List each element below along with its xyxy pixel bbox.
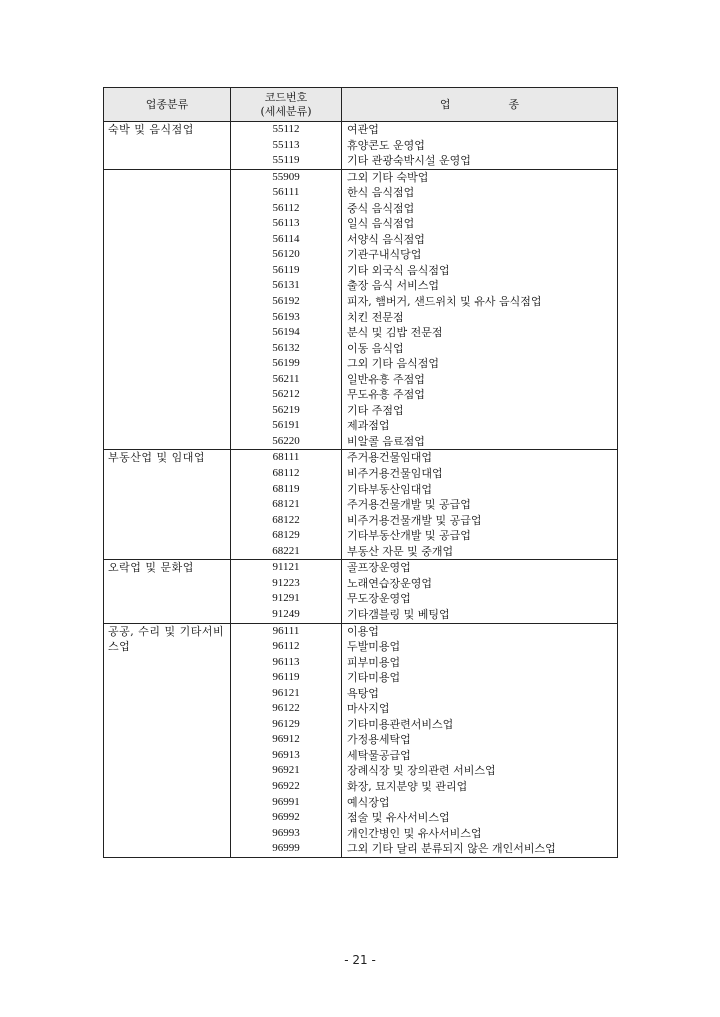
table-group-row: [104, 169, 618, 450]
header-category: [104, 88, 231, 122]
industry-name: 치킨 전문점: [347, 310, 404, 324]
code-value: 56131: [272, 279, 300, 292]
industry-name: 중식 음식점업: [347, 201, 415, 215]
header-code: [231, 88, 342, 122]
code-value: 96121: [272, 686, 300, 699]
industry-name: 여관업: [347, 123, 379, 136]
header-code-line1: 코드번호: [264, 90, 308, 104]
code-value: 56112: [272, 201, 300, 214]
industry-name: 노래연습장운영업: [347, 576, 433, 590]
table-body: [104, 122, 618, 858]
industry-name: 기타부동산개발 및 공급업: [347, 529, 471, 543]
industry-name: 피자, 햄버거, 샌드위치 및 유사 음식점업: [347, 295, 542, 309]
code-value: 56113: [272, 217, 300, 230]
industry-name: 무도유흥 주점업: [347, 388, 425, 402]
code-value: 91291: [272, 592, 300, 605]
table-group-row: [104, 623, 618, 857]
code-value: 96113: [272, 655, 300, 668]
industry-name: 이용업: [347, 624, 379, 638]
industry-name: 욕탕업: [347, 686, 379, 700]
industry-name: 일반유흥 주점업: [347, 372, 425, 386]
code-value: 91121: [272, 561, 300, 574]
code-value: 96921: [272, 764, 300, 777]
code-value: 56211: [272, 372, 300, 385]
industry-name: 그외 기타 음식점업: [347, 357, 440, 371]
category-label: 공공, 수리 및 기타서비스업: [108, 624, 225, 654]
industry-name: 한식 음식점업: [347, 186, 415, 200]
code-value: 56191: [272, 419, 300, 432]
industry-name: 그외 기타 달리 분류되지 않은 개인서비스업: [347, 842, 556, 856]
code-value: 91249: [272, 607, 300, 620]
code-value: 96913: [272, 748, 300, 761]
code-value: 56220: [272, 434, 300, 447]
code-value: 56114: [272, 232, 300, 245]
category-cell: [104, 169, 231, 450]
industry-name: 개인간병인 및 유사서비스업: [347, 826, 482, 840]
industry-name: 기타미용관련서비스업: [347, 717, 454, 731]
code-value: 56212: [272, 388, 300, 401]
industry-name: 출장 음식 서비스업: [347, 279, 440, 293]
code-value: 55119: [272, 154, 300, 167]
industry-name: 두발미용업: [347, 640, 401, 654]
industry-name: 휴양콘도 운영업: [347, 138, 425, 152]
industry-cell: [342, 122, 618, 170]
industry-name: 화장, 묘지분양 및 관리업: [347, 779, 468, 793]
industry-code-table: [103, 87, 618, 858]
industry-name: 피부미용업: [347, 655, 401, 669]
industry-cell: [342, 450, 618, 560]
code-value: 55113: [272, 138, 300, 151]
industry-name: 기타미용업: [347, 671, 401, 685]
code-value: 96119: [272, 671, 300, 684]
industry-name: 분식 및 김밥 전문점: [347, 326, 443, 340]
industry-cell: [342, 623, 618, 857]
code-value: 68119: [272, 482, 300, 495]
industry-name: 일식 음식점업: [347, 217, 415, 231]
industry-name: 그외 기타 숙박업: [347, 170, 429, 184]
code-value: 68122: [272, 513, 300, 526]
industry-name: 예식장업: [347, 795, 390, 809]
code-value: 96111: [272, 624, 300, 637]
code-value: 56192: [272, 295, 300, 308]
industry-name: 기관구내식당업: [347, 248, 422, 262]
table-group-row: [104, 122, 618, 170]
industry-name: 기타 외국식 음식점업: [347, 263, 450, 277]
code-cell: [231, 560, 342, 623]
code-value: 96129: [272, 717, 300, 730]
industry-name: 부동산 자문 및 중개업: [347, 544, 454, 558]
category-cell: [104, 122, 231, 170]
code-value: 96112: [272, 640, 300, 653]
industry-name: 기타 관광숙박시설 운영업: [347, 154, 471, 168]
code-value: 56199: [272, 357, 300, 370]
industry-name: 점술 및 유사서비스업: [347, 811, 450, 825]
code-value: 96999: [272, 842, 300, 855]
code-value: 68221: [272, 544, 300, 557]
header-category-label: 업종분류: [145, 97, 189, 111]
industry-name: 장례식장 및 장의관련 서비스업: [347, 764, 496, 778]
code-value: 96992: [272, 811, 300, 824]
industry-cell: [342, 560, 618, 623]
industry-name: 가정용세탁업: [347, 733, 411, 747]
header-code-line2: (세세분류): [260, 104, 312, 118]
table-header-row: [104, 88, 618, 122]
code-value: 68112: [272, 467, 300, 480]
table-group-row: [104, 560, 618, 623]
category-label: 숙박 및 음식점업: [108, 123, 194, 136]
category-cell: [104, 450, 231, 560]
industry-name: 기타 주점업: [347, 403, 404, 417]
code-value: 68121: [272, 498, 300, 511]
code-value: 96922: [272, 779, 300, 792]
category-cell: [104, 623, 231, 857]
code-value: 56194: [272, 326, 300, 339]
category-label: 오락업 및 문화업: [108, 561, 194, 575]
code-value: 96912: [272, 733, 300, 746]
code-value: 56111: [272, 186, 300, 199]
code-value: 56132: [272, 341, 300, 354]
category-cell: [104, 560, 231, 623]
code-value: 56219: [272, 403, 300, 416]
industry-name: 무도장운영업: [347, 592, 411, 606]
header-industry-part2: 종: [508, 97, 520, 111]
code-value: 91223: [272, 576, 300, 589]
table-group-row: [104, 450, 618, 560]
industry-name: 비알콜 음료점업: [347, 434, 425, 448]
code-value: 96991: [272, 795, 300, 808]
page-number: - 21 -: [344, 953, 376, 967]
header-industry: [342, 88, 618, 122]
industry-name: 골프장운영업: [347, 561, 411, 575]
code-value: 56119: [272, 263, 300, 276]
code-value: 55909: [272, 170, 300, 183]
code-value: 68129: [272, 529, 300, 542]
code-value: 56193: [272, 310, 300, 323]
code-value: 96122: [272, 702, 300, 715]
category-label: 부동산업 및 임대업: [108, 451, 206, 465]
code-value: 96993: [272, 826, 300, 839]
industry-name: 비주거용건물임대업: [347, 467, 443, 481]
code-cell: [231, 169, 342, 450]
industry-name: 기타부동산임대업: [347, 482, 433, 496]
industry-name: 서양식 음식점업: [347, 232, 425, 246]
code-value: 56120: [272, 248, 300, 261]
industry-name: 마사지업: [347, 702, 390, 716]
code-cell: [231, 450, 342, 560]
industry-name: 주거용건물개발 및 공급업: [347, 498, 471, 512]
industry-name: 주거용건물임대업: [347, 451, 433, 465]
industry-name: 기타갬블링 및 베팅업: [347, 607, 450, 621]
industry-name: 세탁물공급업: [347, 748, 411, 762]
header-industry-part1: 업: [439, 97, 451, 111]
industry-cell: [342, 169, 618, 450]
code-cell: [231, 122, 342, 170]
industry-name: 제과점업: [347, 419, 390, 433]
industry-name: 비주거용건물개발 및 공급업: [347, 513, 482, 527]
code-cell: [231, 623, 342, 857]
code-value: 68111: [272, 451, 300, 464]
code-value: 55112: [272, 123, 300, 135]
industry-name: 이동 음식업: [347, 341, 404, 355]
